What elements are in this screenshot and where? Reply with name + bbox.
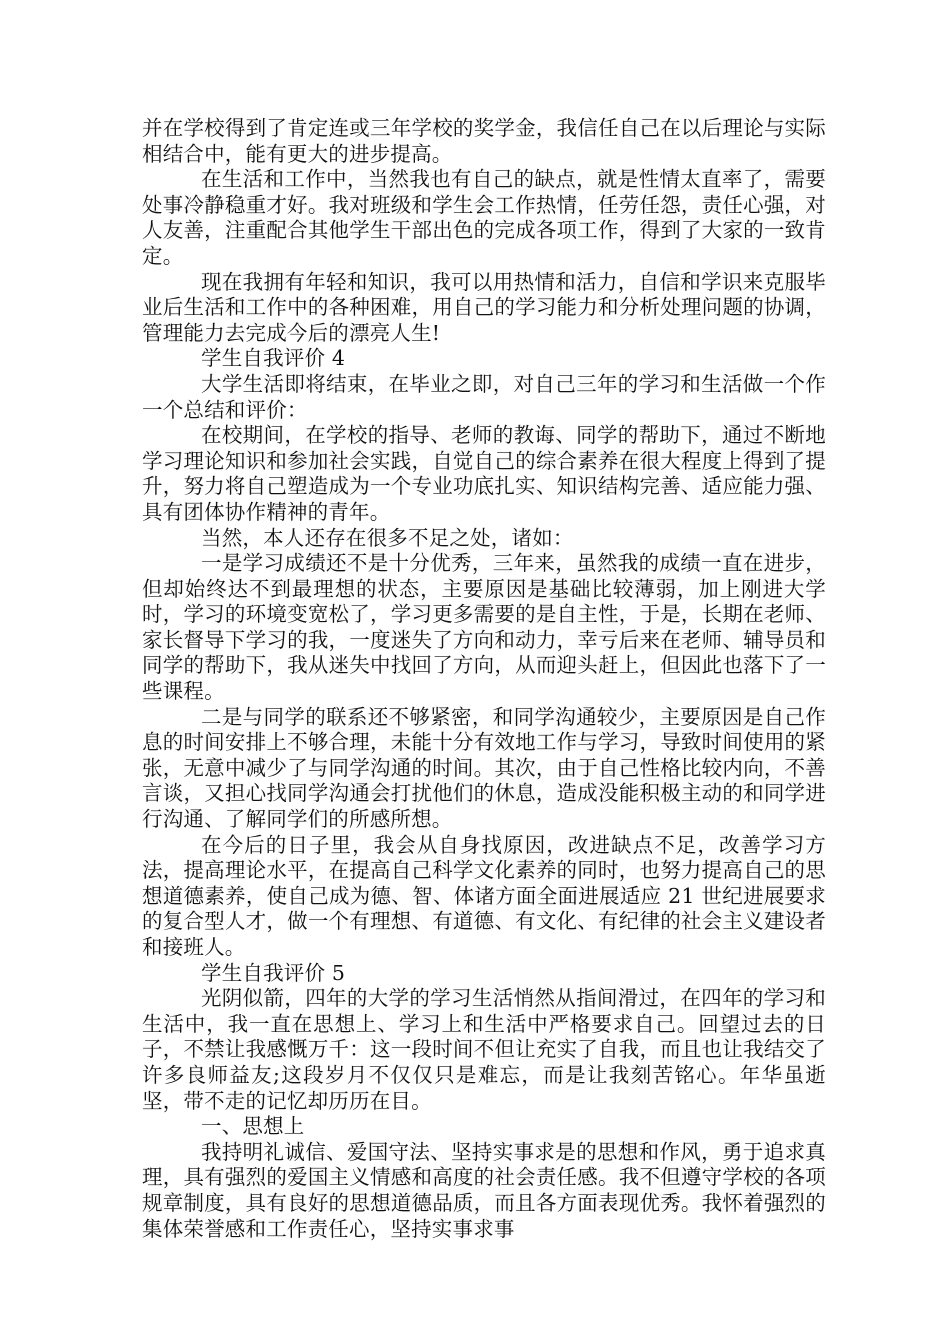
paragraph-school-period: 在校期间，在学校的指导、老师的教诲、同学的帮助下，通过不断地学习理论知识和参加社会实践，自觉自己的综合素养在很大程度上得到了提升，努力将自己塑造成为一个专业功底扎实、知识结构完善、适应能力强、具有团体协作精神的青年。 xyxy=(142,423,826,524)
paragraph-graduation-intro: 大学生活即将结束，在毕业之即，对自己三年的学习和生活做一个作一个总结和评价： xyxy=(142,371,826,422)
paragraph-point-one: 一是学习成绩还不是十分优秀，三年来，虽然我的成绩一直在进步，但却始终达不到最理想的状态，主要原因是基础比较薄弱，加上刚进大学时，学习的环境变宽松了，学习更多需要的是自主性，于是，长期在老师、家长督导下学习的我，一度迷失了方向和动力，幸亏后来在老师、辅导员和同学的帮助下，我从迷失中找回了方向，从而迎头赶上，但因此也落下了一些课程。 xyxy=(142,551,826,704)
document-body xyxy=(142,116,826,1242)
paragraph-point-two: 二是与同学的联系还不够紧密，和同学沟通较少，主要原因是自己作息的时间安排上不够合理，未能十分有效地工作与学习，导致时间使用的紧张，无意中减少了与同学沟通的时间。其次，由于自己性格比较内向，不善言谈，又担心找同学沟通会打扰他们的休息，造成没能积极主动的和同学进行沟通、了解同学们的所感所想。 xyxy=(142,704,826,832)
paragraph-shortcomings: 在生活和工作中，当然我也有自己的缺点，就是性情太直率了，需要处事冷静稳重才好。我对班级和学生会工作热情，任劳任怨，责任心强，对人友善，注重配合其他学生干部出色的完成各项工作，得到了大家的一致肯定。 xyxy=(142,167,826,268)
subheading-ideology: 一、思想上 xyxy=(201,1114,305,1139)
paragraph-future-plans: 在今后的日子里，我会从自身找原因，改进缺点不足，改善学习方法，提高理论水平，在提高自己科学文化素养的同时，也努力提高自己的思想道德素养，使自己成为德、智、体诸方面全面进展适应 21 世纪进展要求的复合型人才，做一个有理想、有道德、有文化、有纪律的社会主义建设者和接班人。 xyxy=(142,832,826,959)
section-heading-evaluation-5: 学生自我评价 5 xyxy=(201,960,346,985)
paragraph-shortfalls-intro: 当然，本人还存在很多不足之处，诸如： xyxy=(201,525,574,550)
paragraph-future-life: 现在我拥有年轻和知识，我可以用热情和活力，自信和学识来克服毕业后生活和工作中的各种困难，用自己的学习能力和分析处理问题的协调，管理能力去完成今后的漂亮人生! xyxy=(142,269,826,345)
section-heading-evaluation-4: 学生自我评价 4 xyxy=(201,346,346,371)
paragraph-continuation: 并在学校得到了肯定连或三年学校的奖学金，我信任自己在以后理论与实际相结合中，能有更大的进步提高。 xyxy=(142,116,826,166)
paragraph-ideology: 我持明礼诚信、爱国守法、坚持实事求是的思想和作风，勇于追求真理，具有强烈的爱国主义情感和高度的社会责任感。我不但遵守学校的各项规章制度，具有良好的思想道德品质，而且各方面表现优秀。我怀着强烈的集体荣誉感和工作责任心，坚持实事求事 xyxy=(142,1139,826,1241)
paragraph-four-years: 光阴似箭，四年的大学的学习生活悄然从指间滑过，在四年的学习和生活中，我一直在思想上、学习上和生活中严格要求自己。回望过去的日子，不禁让我感慨万千：这一段时间不但让充实了自我，而且也让我结交了许多良师益友;这段岁月不仅仅只是难忘，而是让我刻苦铭心。年华虽逝坚，带不走的记忆却历历在目。 xyxy=(142,986,826,1113)
